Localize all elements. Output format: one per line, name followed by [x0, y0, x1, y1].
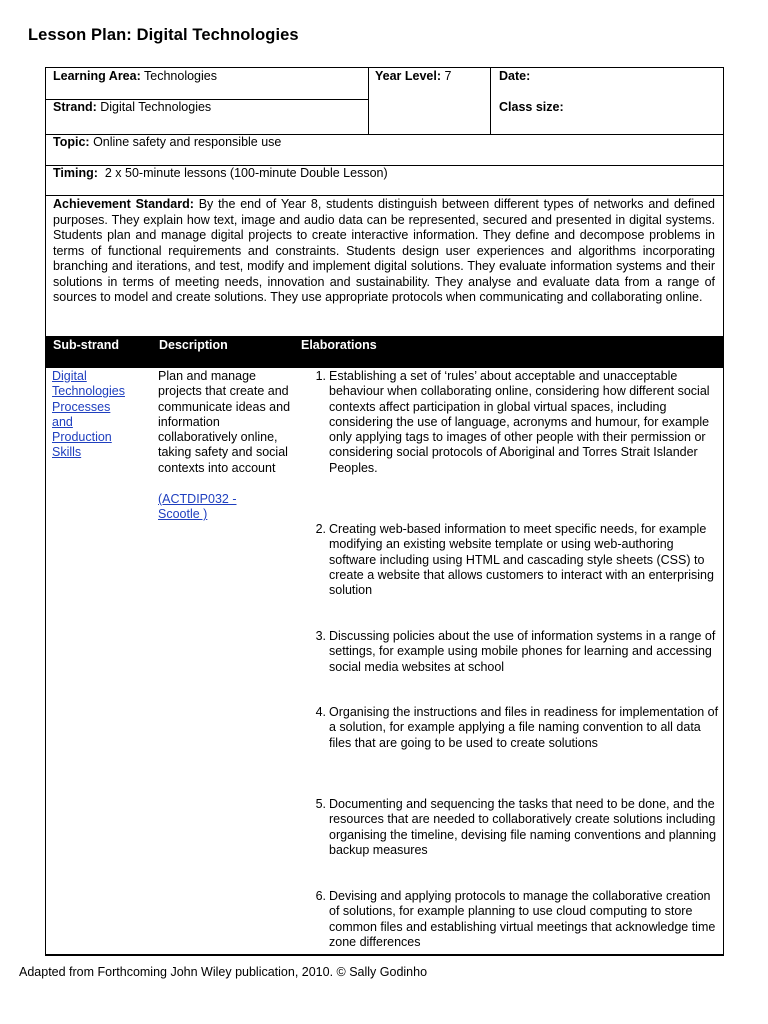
timing	[53, 166, 388, 182]
achievement-label: Achievement Standard:	[53, 197, 194, 211]
description-cell	[158, 369, 294, 523]
divider	[46, 195, 723, 196]
footer-credit: Adapted from Forthcoming John Wiley publication, 2010. © Sally Godinho	[19, 965, 428, 979]
lesson-plan-table	[45, 67, 724, 956]
divider	[490, 68, 491, 134]
curriculum-code-link-line[interactable]: (ACTDIP032 -	[158, 492, 237, 507]
year-level-value: 7	[444, 69, 452, 83]
year-level-label: Year Level:	[375, 69, 442, 83]
timing-label: Timing:	[53, 166, 98, 180]
table-header-bar	[46, 336, 723, 368]
description-text: Plan and manage projects that create and communicate ideas and information collaboratively online, taking safety and social contexts into account	[158, 369, 291, 475]
column-header-description: Description	[159, 338, 228, 352]
date-label: Date:	[499, 69, 531, 83]
item-text: Discussing policies about the use of information systems in a range of settings, for example using mobile phones for learning and accessing social media websites at school	[329, 629, 716, 674]
achievement-text: By the end of Year 8, students distinguish between different types of networks and defined purposes. They explain how text, image and audio data can be represented, secured and presented in digital systems. Students plan and manage digital projects to create interactive information. They define and decompose problems in terms of functional requirements and constraints. Students design user experiences and algorithms incorporating branching and iterations, and test, modify and implement digital solutions. They evaluate information systems and their solutions in terms of meeting needs, innovation and sustainability. They analyse and evaluate data from a range of sources to model and create solutions. They use appropriate protocols when communicating and collaborating online.	[53, 197, 715, 304]
item-number: 4.	[315, 705, 326, 719]
substrand-link-line[interactable]: Digital	[52, 369, 87, 383]
learning-area-value: Technologies	[144, 69, 217, 83]
divider	[368, 68, 369, 134]
substrand-link-line[interactable]: Skills	[52, 445, 82, 460]
item-text: Establishing a set of ‘rules’ about acceptable and unacceptable behaviour when collaborating online, considering how different social contexts affect participation in global virtual spaces, including considering the use of language, acronyms and humour, for example only applying tags to images of other people with their permission or considering social protocols of Aboriginal and Torres Strait Islander Peoples.	[329, 369, 710, 475]
page-title: Lesson Plan: Digital Technologies	[28, 26, 299, 44]
item-number: 2.	[315, 522, 326, 536]
column-header-elaborations: Elaborations	[301, 338, 377, 352]
strand	[53, 100, 211, 116]
year-level	[375, 69, 451, 85]
timing-value: 2 x 50-minute lessons (100-minute Double Lesson)	[104, 166, 388, 180]
topic-value: Online safety and responsible use	[93, 135, 282, 149]
curriculum-code-link[interactable]	[158, 492, 294, 523]
topic-label: Topic:	[53, 135, 90, 149]
item-number: 6.	[315, 889, 326, 903]
curriculum-code-link-line[interactable]: Scootle )	[158, 507, 208, 522]
achievement-standard	[53, 197, 715, 306]
column-header-substrand: Sub-strand	[53, 338, 119, 352]
item-number: 5.	[315, 797, 326, 811]
substrand-link-line[interactable]: Processes	[52, 399, 111, 414]
item-number: 1.	[315, 369, 326, 383]
item-text: Documenting and sequencing the tasks that need to be done, and the resources that are needed to collaboratively create solutions including organising the timeline, devising file naming conventions and planning backup measures	[329, 797, 717, 857]
strand-value: Digital Technologies	[100, 100, 212, 114]
strand-label: Strand:	[53, 100, 97, 114]
item-text: Devising and applying protocols to manage the collaborative creation of solutions, for example planning to use cloud computing to store common files and establishing virtual meetings that acknowledge time zone differences	[329, 889, 716, 949]
learning-area	[53, 69, 217, 85]
substrand-link-line[interactable]: Technologies	[52, 384, 125, 399]
class-size-label: Class size:	[499, 100, 564, 114]
class-size	[499, 100, 564, 116]
substrand-link[interactable]	[52, 369, 144, 461]
date	[499, 69, 530, 85]
topic	[53, 135, 281, 151]
item-text: Creating web-based information to meet specific needs, for example modifying an existing website template or using web-authoring software including using HTML and cascading style sheets (CSS) to create a website that allows customers to interact with an enterprising solution	[329, 522, 714, 598]
substrand-link-line[interactable]: and	[52, 414, 73, 429]
item-number: 3.	[315, 629, 326, 643]
substrand-link-line[interactable]: Production	[52, 430, 112, 445]
learning-area-label: Learning Area:	[53, 69, 141, 83]
item-text: Organising the instructions and files in readiness for implementation of a solution, for example applying a file naming convention to all data files that are going to be used to create solutions	[329, 705, 719, 750]
